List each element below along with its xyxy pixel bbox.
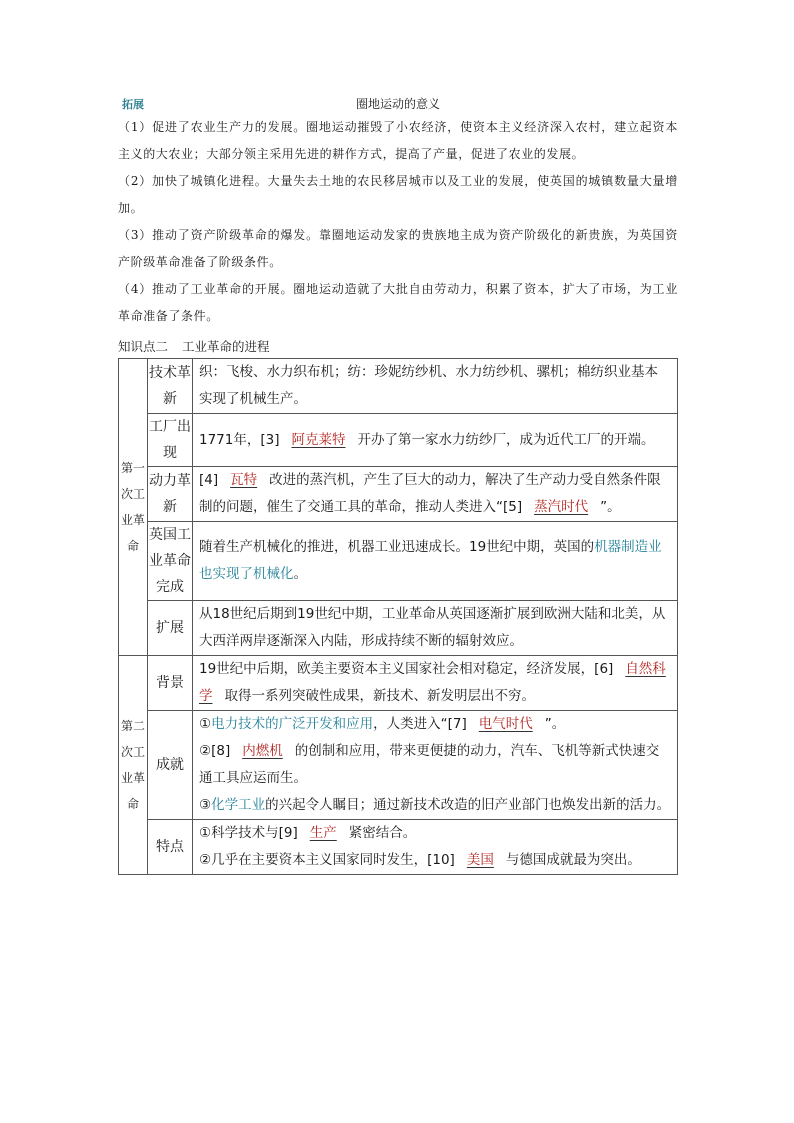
- row-content-factory: 1771年，[3] 阿克莱特 开办了第一家水力纺纱厂，成为近代工厂的开端。: [193, 414, 678, 467]
- row-label-power: 动力革新: [148, 467, 193, 522]
- row-content-expand: 从18世纪后期到19世纪中期，工业革命从英国逐渐扩展到欧洲大陆和北美，从大西洋两岸逐渐深入内陆，形成持续不断的辐射效应。: [193, 601, 678, 656]
- achieve-line-1: ①电力技术的广泛开发和应用，人类进入“[7] 电气时代 ”。: [199, 716, 566, 732]
- row-label-complete: 英国工业革命完成: [148, 522, 193, 601]
- answer-10: 美国: [466, 852, 494, 868]
- answer-3: 阿克莱特: [291, 431, 346, 448]
- table-row: [119, 601, 678, 656]
- extension-title: 圈地运动的意义: [355, 97, 440, 111]
- features-line-1: ①科学技术与[9] 生产 紧密结合。: [199, 825, 417, 841]
- table-row: [119, 820, 678, 875]
- highlight-text: 机器制造业也实现了机械化: [199, 539, 662, 582]
- extension-tag: 拓展: [122, 98, 144, 111]
- row-content-achieve: [193, 711, 678, 820]
- fill-blank-4: [218, 472, 269, 488]
- fill-blank-8: [230, 743, 295, 759]
- extension-paragraph: （2）加快了城镇化进程。大量失去土地的农民移居城市以及工业的发展，使英国的城镇数量大量增加。: [118, 174, 678, 215]
- table-row: [119, 359, 678, 414]
- row-content-background: 19世纪中后期，欧美主要资本主义国家社会相对稳定，经济发展，[6] 自然科学 取得一系列突破性成果，新技术、新发明层出不穷。: [193, 656, 678, 711]
- table-row: [119, 711, 678, 820]
- answer-9: 生产: [309, 825, 337, 841]
- answer-5: 蒸汽时代: [534, 499, 589, 515]
- row-label-expand: 扩展: [148, 601, 193, 656]
- extension-paragraph: （4）推动了工业革命的开展。圈地运动造就了大批自由劳动力，积累了资本，扩大了市场，为工业革命准备了条件。: [118, 282, 678, 323]
- row-label-achieve: 成就: [148, 711, 193, 820]
- table-row: [119, 522, 678, 601]
- section-title: [118, 336, 678, 358]
- fill-blank-10: [455, 852, 506, 868]
- extension-header: [118, 92, 678, 114]
- section-title-text: 工业革命的进程: [182, 339, 270, 354]
- answer-8: 内燃机: [242, 743, 283, 759]
- extension-paragraph: （1）促进了农业生产力的发展。圈地运动摧毁了小农经济，使资本主义经济深入农村，建立起资本主义的大农业；大部分领主采用先进的耕作方式，提高了产量，促进了农业的发展。: [118, 120, 678, 161]
- extension-paragraph: （3）推动了资产阶级革命的爆发。靠圈地运动发家的贵族地主成为资产阶级化的新贵族，为英国资产阶级革命准备了阶级条件。: [118, 228, 678, 269]
- page: [118, 92, 678, 875]
- row-label-background: 背景: [148, 656, 193, 711]
- features-line-2: ②几乎在主要资本主义国家同时发生，[10] 美国 与德国成就最为突出。: [199, 852, 641, 868]
- row-label-factory: 工厂出现: [148, 414, 193, 467]
- highlight-text: 电力技术的广泛开发和应用: [211, 716, 374, 732]
- row-label-tech: 技术革新: [148, 359, 193, 414]
- row-label-features: 特点: [148, 820, 193, 875]
- section-title-number: 知识点二: [118, 339, 169, 354]
- achieve-line-3: ③化学工业的兴起令人瞩目；通过新技术改造的旧产业部门也焕发出新的活力。: [199, 797, 671, 813]
- answer-6: 自然科学: [199, 661, 666, 704]
- highlight-text: 化学工业: [211, 797, 266, 813]
- answer-4: 瓦特: [230, 472, 258, 488]
- row-content-tech: 织：飞梭、水力织布机；纺：珍妮纺纱机、水力纺纱机、骡机；棉纺织业基本实现了机械生产。: [193, 359, 678, 414]
- fill-blank-9: [298, 825, 349, 841]
- era-first-label: 第一次工业革命: [119, 359, 148, 656]
- answer-7: 电气时代: [478, 716, 533, 732]
- row-content-power: [4] 瓦特 改进的蒸汽机，产生了巨大的动力，解决了生产动力受自然条件限制的问题，催生了交通工具的革命，推动人类进入“[5] 蒸汽时代 ”。: [193, 467, 678, 522]
- fill-blank-5: [522, 499, 600, 515]
- fill-blank-7: [467, 716, 545, 732]
- achieve-line-2: ②[8] 内燃机 的创制和应用，带来更便捷的动力，汽车、飞机等新式快速交通工具应运而生。: [199, 743, 660, 786]
- fill-blank-3: [279, 432, 357, 448]
- table-row: [119, 467, 678, 522]
- row-content-features: [193, 820, 678, 875]
- table-row: [119, 656, 678, 711]
- era-second-label: 第二次工业革命: [119, 656, 148, 875]
- table-row: [119, 414, 678, 467]
- knowledge-table: [118, 358, 678, 875]
- row-content-complete: 随着生产机械化的推进，机器工业迅速成长。19世纪中期，英国的机器制造业也实现了机械化。: [193, 522, 678, 601]
